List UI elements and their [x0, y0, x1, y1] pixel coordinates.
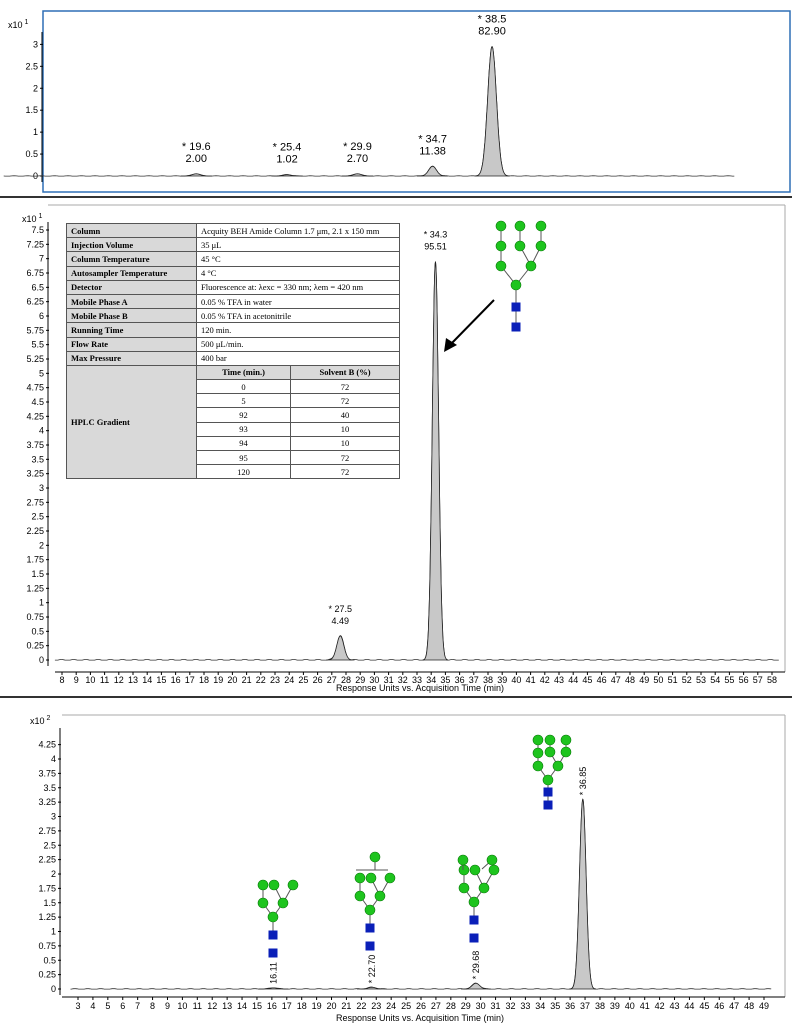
x-tick-label: 49 — [758, 1001, 770, 1011]
x-tick-label: 15 — [156, 675, 167, 685]
table-row-label: Detector — [67, 280, 197, 294]
y-tick-label: 0.5 — [43, 955, 56, 966]
table-row-value: 0.05 % TFA in water — [197, 294, 400, 308]
y-tick-label: 0.5 — [31, 626, 44, 637]
x-tick-label: 5 — [105, 1001, 111, 1011]
table-row — [67, 351, 400, 365]
gradient-column-header: Solvent B (%) — [291, 365, 400, 379]
peak-area-label: 82.90 — [478, 25, 506, 38]
mannose-symbol — [370, 852, 380, 862]
gradient-solvent-cell: 10 — [291, 436, 400, 450]
peak-area — [271, 175, 302, 176]
x-tick-label: 37 — [580, 1001, 591, 1011]
y-tick-label: 5.25 — [26, 354, 44, 364]
y-tick-label: 3.75 — [38, 768, 56, 779]
y-tick-label: 2 — [32, 83, 38, 94]
x-tick-label: 15 — [251, 1001, 262, 1011]
x-tick-label: 23 — [269, 675, 281, 685]
glcnac-symbol — [366, 924, 375, 933]
table-row — [67, 280, 400, 294]
x-tick-label: 45 — [699, 1001, 710, 1011]
peak-area-label: 11.38 — [419, 145, 446, 158]
peak-area — [570, 799, 596, 989]
x-tick-label: 18 — [296, 1001, 307, 1011]
peak-area — [326, 636, 354, 660]
table-row — [67, 238, 400, 252]
x-tick-label: 51 — [667, 675, 678, 685]
y-tick-label: 3.75 — [26, 440, 44, 450]
peak-area-label: 2.00 — [185, 152, 207, 165]
table-row — [67, 294, 400, 308]
x-tick-label: 31 — [383, 675, 394, 685]
x-tick-label: 29 — [355, 675, 366, 685]
y-tick-label: 2.5 — [31, 511, 44, 522]
x-tick-label: 56 — [738, 675, 749, 685]
x-tick-label: 11 — [192, 1001, 202, 1011]
y-tick-label: 5.75 — [26, 325, 44, 336]
x-tick-label: 47 — [729, 1001, 740, 1011]
gradient-column-header: Time (min.) — [197, 365, 291, 379]
mannose-symbol — [470, 865, 480, 875]
x-tick-label: 23 — [371, 1001, 382, 1011]
top-panel-frame — [43, 11, 790, 192]
x-tick-label: 46 — [596, 675, 607, 685]
y-tick-label: 5.5 — [31, 339, 44, 350]
x-tick-label: 4 — [90, 1001, 96, 1011]
x-tick-label: 50 — [653, 675, 664, 685]
table-row — [67, 252, 400, 266]
middle-x-axis-title: Response Units vs. Acquisition Time (min) — [335, 683, 505, 693]
mannose-symbol — [561, 735, 571, 745]
glcnac-symbol — [470, 934, 479, 943]
gradient-solvent-cell: 72 — [291, 380, 400, 394]
x-tick-label: 54 — [710, 675, 721, 685]
peak-time-label: * 22.70 — [366, 954, 377, 984]
peak-area-label: 95.51 — [424, 241, 447, 252]
x-tick-label: 16 — [170, 675, 181, 685]
gradient-time-cell: 120 — [197, 465, 291, 479]
y-tick-label: 0.75 — [26, 612, 44, 622]
x-tick-label: 25 — [298, 675, 309, 685]
x-tick-label: 6 — [120, 1001, 126, 1011]
peak-area — [181, 174, 212, 176]
x-tick-label: 35 — [440, 675, 451, 685]
bottom-x-axis-title: Response Units vs. Acquisition Time (min) — [335, 1013, 505, 1023]
x-tick-label: 36 — [565, 1001, 576, 1011]
mannose-symbol — [496, 241, 506, 251]
gradient-solvent-cell: 40 — [291, 408, 400, 422]
peak-time-label: * 25.4 — [272, 141, 302, 154]
x-tick-label: 41 — [525, 675, 536, 685]
table-row-label: Column Temperature — [67, 252, 197, 266]
glcnac-symbol — [366, 942, 375, 951]
mannose-symbol — [365, 905, 375, 915]
mannose-symbol — [355, 873, 365, 883]
mannose-symbol — [469, 897, 479, 907]
table-row-value: 35 μL — [197, 238, 400, 252]
peak-area-label: 1.02 — [276, 153, 298, 166]
x-tick-label: 46 — [714, 1001, 725, 1011]
x-tick-label: 8 — [59, 675, 65, 685]
x-tick-label: 24 — [284, 675, 295, 685]
x-tick-label: 24 — [386, 1001, 397, 1011]
mannose-symbol — [515, 221, 525, 231]
x-tick-label: 22 — [356, 1001, 367, 1011]
x-tick-label: 26 — [415, 1001, 427, 1011]
mannose-symbol — [258, 880, 268, 890]
gradient-solvent-cell: 72 — [291, 465, 400, 479]
mannose-symbol — [533, 748, 543, 758]
table-row-value: Fluorescence at: λexc = 330 nm; λem = 420 nm — [197, 280, 400, 294]
mannose-symbol — [515, 241, 525, 251]
x-tick-label: 10 — [85, 675, 96, 685]
y-tick-label: 1.25 — [38, 912, 56, 923]
gradient-solvent-cell: 72 — [291, 394, 400, 408]
y-tick-label: 2 — [38, 540, 44, 551]
mannose-symbol — [496, 261, 506, 271]
x-tick-label: 52 — [681, 675, 692, 685]
y-tick-label: 3.5 — [43, 782, 56, 793]
y-tick-label: 7 — [38, 253, 44, 264]
y-tick-label: 1.25 — [26, 583, 44, 594]
y-tick-label: 1.5 — [43, 897, 56, 908]
x-tick-label: 21 — [341, 1001, 352, 1011]
y-tick-label: 2.25 — [38, 854, 56, 865]
y-tick-label: 3 — [50, 811, 56, 822]
mannose-symbol — [278, 898, 288, 908]
peak-time-label: * 29.9 — [343, 140, 372, 153]
y-tick-label: 1 — [32, 127, 38, 138]
mannose-symbol — [459, 865, 469, 875]
x-tick-label: 45 — [582, 675, 593, 685]
x-tick-label: 55 — [724, 675, 735, 685]
table-row-value: Acquity BEH Amide Column 1.7 μm, 2.1 x 150 mm — [197, 224, 400, 238]
x-tick-label: 17 — [184, 675, 195, 685]
x-tick-label: 20 — [326, 1001, 337, 1011]
peak-area-label: 4.49 — [331, 615, 350, 626]
x-tick-label: 40 — [624, 1001, 635, 1011]
x-tick-label: 33 — [520, 1001, 531, 1011]
y-tick-label: 0.25 — [38, 969, 56, 980]
peak-area — [475, 47, 510, 176]
x-tick-label: 42 — [654, 1001, 665, 1011]
top-y-multiplier: x10 $^1$ — [8, 19, 29, 30]
y-tick-label: 2.75 — [38, 825, 56, 836]
peak-area — [423, 262, 448, 661]
x-tick-label: 34 — [426, 675, 437, 685]
x-tick-label: 48 — [624, 675, 636, 685]
x-tick-label: 42 — [539, 675, 550, 685]
mannose-symbol — [459, 883, 469, 893]
peak-time-label: * 38.5 — [477, 13, 507, 26]
mannose-symbol — [375, 891, 385, 901]
x-tick-label: 43 — [553, 675, 565, 685]
x-tick-label: 41 — [639, 1001, 650, 1011]
y-tick-label: 1.5 — [31, 569, 44, 579]
table-row-label: Running Time — [67, 323, 197, 337]
x-tick-label: 18 — [198, 675, 210, 685]
y-tick-label: 0 — [32, 171, 38, 181]
y-tick-label: 2.5 — [25, 61, 38, 72]
y-tick-label: 4 — [38, 425, 44, 436]
x-tick-label: 11 — [99, 675, 110, 685]
glcnac-symbol — [512, 303, 521, 312]
glcnac-symbol — [470, 916, 479, 925]
x-tick-label: 33 — [411, 675, 423, 685]
x-tick-label: 35 — [550, 1001, 561, 1011]
mannose-symbol — [533, 735, 543, 745]
y-tick-label: 0 — [50, 984, 56, 994]
y-tick-label: 2.25 — [26, 526, 44, 536]
peak-time-label: * 34.7 — [418, 133, 447, 146]
gradient-solvent-cell: 10 — [291, 422, 400, 436]
x-tick-label: 43 — [669, 1001, 680, 1011]
glcnac-symbol — [269, 949, 278, 958]
mannose-symbol — [561, 747, 571, 757]
y-tick-label: 3.25 — [26, 468, 44, 479]
peak-area-label: 2.70 — [346, 152, 369, 165]
y-tick-label: 1 — [38, 597, 44, 608]
mannose-symbol — [496, 221, 506, 231]
x-tick-label: 28 — [340, 675, 352, 685]
y-tick-label: 4.75 — [26, 382, 44, 393]
y-tick-label: 4.25 — [26, 411, 44, 422]
mannose-symbol — [458, 855, 468, 865]
mannose-symbol — [511, 280, 521, 290]
y-tick-label: 7.25 — [26, 239, 44, 250]
peak-time-label: * 29.68 — [470, 950, 481, 980]
table-row-value: 45 °C — [197, 252, 400, 266]
mannose-symbol — [489, 865, 499, 875]
x-tick-label: 37 — [468, 675, 479, 685]
x-tick-label: 44 — [568, 675, 579, 685]
chromatogram-trace — [71, 800, 772, 989]
gradient-time-cell: 92 — [197, 408, 291, 422]
x-tick-label: 31 — [490, 1001, 501, 1011]
hplc-conditions-table — [66, 223, 400, 479]
y-tick-label: 2.5 — [43, 840, 56, 851]
bottom-y-multiplier: x10 $^2$ — [30, 715, 51, 726]
x-tick-label: 19 — [213, 675, 224, 685]
x-tick-label: 30 — [369, 675, 380, 685]
gradient-header-row — [67, 365, 400, 379]
y-tick-label: 3.5 — [31, 454, 44, 465]
table-row — [67, 323, 400, 337]
table-row-label: Flow Rate — [67, 337, 197, 351]
mannose-symbol — [526, 261, 536, 271]
peak-area — [417, 166, 448, 176]
x-tick-label: 53 — [695, 675, 707, 685]
table-row-value: 0.05 % TFA in acetonitrile — [197, 309, 400, 323]
table-row-value: 400 bar — [197, 351, 400, 365]
x-tick-label: 44 — [684, 1001, 695, 1011]
mannose-symbol — [545, 747, 555, 757]
x-tick-label: 58 — [766, 675, 778, 685]
x-tick-label: 20 — [227, 675, 238, 685]
x-tick-label: 10 — [177, 1001, 188, 1011]
y-tick-label: 4.5 — [31, 397, 44, 407]
glcnac-symbol — [544, 801, 553, 810]
y-tick-label: 0.75 — [38, 940, 56, 951]
table-row — [67, 266, 400, 280]
peak-time-label: * 27.5 — [328, 603, 353, 614]
y-tick-label: 0.5 — [25, 149, 38, 160]
x-tick-label: 17 — [281, 1001, 292, 1011]
x-tick-label: 48 — [744, 1001, 755, 1011]
mannose-symbol — [355, 891, 365, 901]
x-tick-label: 39 — [609, 1001, 620, 1011]
mannose-symbol — [487, 855, 497, 865]
mannose-symbol — [545, 735, 555, 745]
mannose-symbol — [288, 880, 298, 890]
y-tick-label: 5 — [38, 368, 44, 379]
table-row-value: 120 min. — [197, 323, 400, 337]
x-tick-label: 57 — [752, 675, 763, 685]
glcnac-symbol — [544, 788, 553, 797]
table-row-label: Mobile Phase B — [67, 309, 197, 323]
y-tick-label: 3 — [38, 483, 44, 493]
x-tick-label: 19 — [311, 1001, 322, 1011]
x-tick-label: 25 — [401, 1001, 412, 1011]
peak-area — [259, 988, 289, 989]
mannose-symbol — [553, 761, 563, 771]
x-tick-label: 27 — [326, 675, 337, 685]
x-tick-label: 34 — [535, 1001, 546, 1011]
x-tick-label: 28 — [445, 1001, 456, 1011]
annotation-arrow — [450, 300, 494, 345]
mannose-symbol — [269, 880, 279, 890]
table-row — [67, 309, 400, 323]
y-tick-label: 2.75 — [26, 497, 44, 508]
mannose-symbol — [536, 221, 546, 231]
middle-y-multiplier: x10 $^1$ — [22, 213, 43, 224]
y-tick-label: 6.5 — [31, 282, 44, 293]
mannose-symbol — [479, 883, 489, 893]
mannose-symbol — [268, 912, 278, 922]
mannose-symbol — [536, 241, 546, 251]
x-tick-label: 47 — [610, 675, 621, 685]
x-tick-label: 32 — [505, 1001, 516, 1011]
peak-area — [461, 983, 491, 989]
y-tick-label: 1.5 — [25, 105, 38, 116]
glcnac-symbol — [512, 323, 521, 332]
table-row-label: Column — [67, 224, 197, 238]
peak-area — [342, 174, 373, 176]
mannose-symbol — [533, 761, 543, 771]
x-tick-label: 13 — [222, 1001, 233, 1011]
table-row-value: 4 °C — [197, 266, 400, 280]
y-tick-label: 6.25 — [26, 296, 44, 307]
x-tick-label: 12 — [113, 675, 124, 685]
x-tick-label: 21 — [241, 675, 252, 685]
y-tick-label: 4 — [50, 754, 56, 764]
x-tick-label: 12 — [207, 1001, 218, 1011]
x-tick-label: 40 — [511, 675, 522, 685]
y-tick-label: 0.25 — [26, 640, 44, 651]
x-tick-label: 3 — [75, 1001, 81, 1011]
x-tick-label: 22 — [255, 675, 266, 685]
y-tick-label: 6 — [38, 311, 44, 321]
x-tick-label: 38 — [482, 675, 494, 685]
x-tick-label: 14 — [142, 675, 153, 685]
y-tick-label: 6.75 — [26, 268, 44, 278]
table-row-value: 500 μL/min. — [197, 337, 400, 351]
table-row — [67, 337, 400, 351]
y-tick-label: 7.5 — [31, 225, 44, 235]
peak-time-label: 16.11 — [268, 961, 279, 984]
table-row-label: Autosampler Temperature — [67, 266, 197, 280]
y-tick-label: 1 — [50, 926, 56, 937]
gradient-time-cell: 5 — [197, 394, 291, 408]
y-tick-label: 4.25 — [38, 739, 56, 750]
x-tick-label: 7 — [135, 1001, 141, 1011]
x-tick-label: 36 — [454, 675, 465, 685]
glcnac-symbol — [269, 931, 278, 940]
gradient-label: HPLC Gradient — [67, 365, 197, 479]
x-tick-label: 38 — [594, 1001, 605, 1011]
x-tick-label: 13 — [127, 675, 139, 685]
table-row-label: Injection Volume — [67, 238, 197, 252]
y-tick-label: 3 — [32, 39, 38, 50]
gradient-time-cell: 95 — [197, 451, 291, 465]
peak-time-label: * 36.85 — [577, 766, 588, 796]
peak-time-label: * 34.3 — [423, 229, 448, 240]
x-tick-label: 26 — [312, 675, 323, 685]
chromatogram-trace — [4, 47, 735, 176]
x-tick-label: 39 — [497, 675, 508, 685]
x-tick-label: 16 — [266, 1001, 277, 1011]
table-row-label: Max Pressure — [67, 351, 197, 365]
peak-area — [357, 987, 387, 989]
y-tick-label: 2 — [50, 869, 56, 879]
x-tick-label: 9 — [73, 675, 79, 685]
x-tick-label: 8 — [150, 1001, 156, 1011]
gradient-time-cell: 0 — [197, 380, 291, 394]
mannose-symbol — [543, 775, 553, 785]
y-tick-label: 1.75 — [38, 883, 56, 894]
table-row-label: Mobile Phase A — [67, 294, 197, 308]
gradient-time-cell: 94 — [197, 436, 291, 450]
y-tick-label: 3.25 — [38, 797, 56, 808]
mannose-symbol — [385, 873, 395, 883]
x-tick-label: 30 — [475, 1001, 486, 1011]
x-tick-label: 14 — [237, 1001, 248, 1011]
x-tick-label: 9 — [164, 1001, 170, 1011]
table-row — [67, 224, 400, 238]
gradient-solvent-cell: 72 — [291, 451, 400, 465]
y-tick-label: 0 — [38, 655, 44, 665]
gradient-time-cell: 93 — [197, 422, 291, 436]
x-tick-label: 27 — [430, 1001, 441, 1011]
x-tick-label: 49 — [639, 675, 650, 685]
mannose-symbol — [258, 898, 268, 908]
x-tick-label: 32 — [397, 675, 408, 685]
mannose-symbol — [366, 873, 376, 883]
y-tick-label: 1.75 — [26, 554, 44, 565]
x-tick-label: 29 — [460, 1001, 471, 1011]
peak-time-label: * 19.6 — [181, 140, 211, 153]
